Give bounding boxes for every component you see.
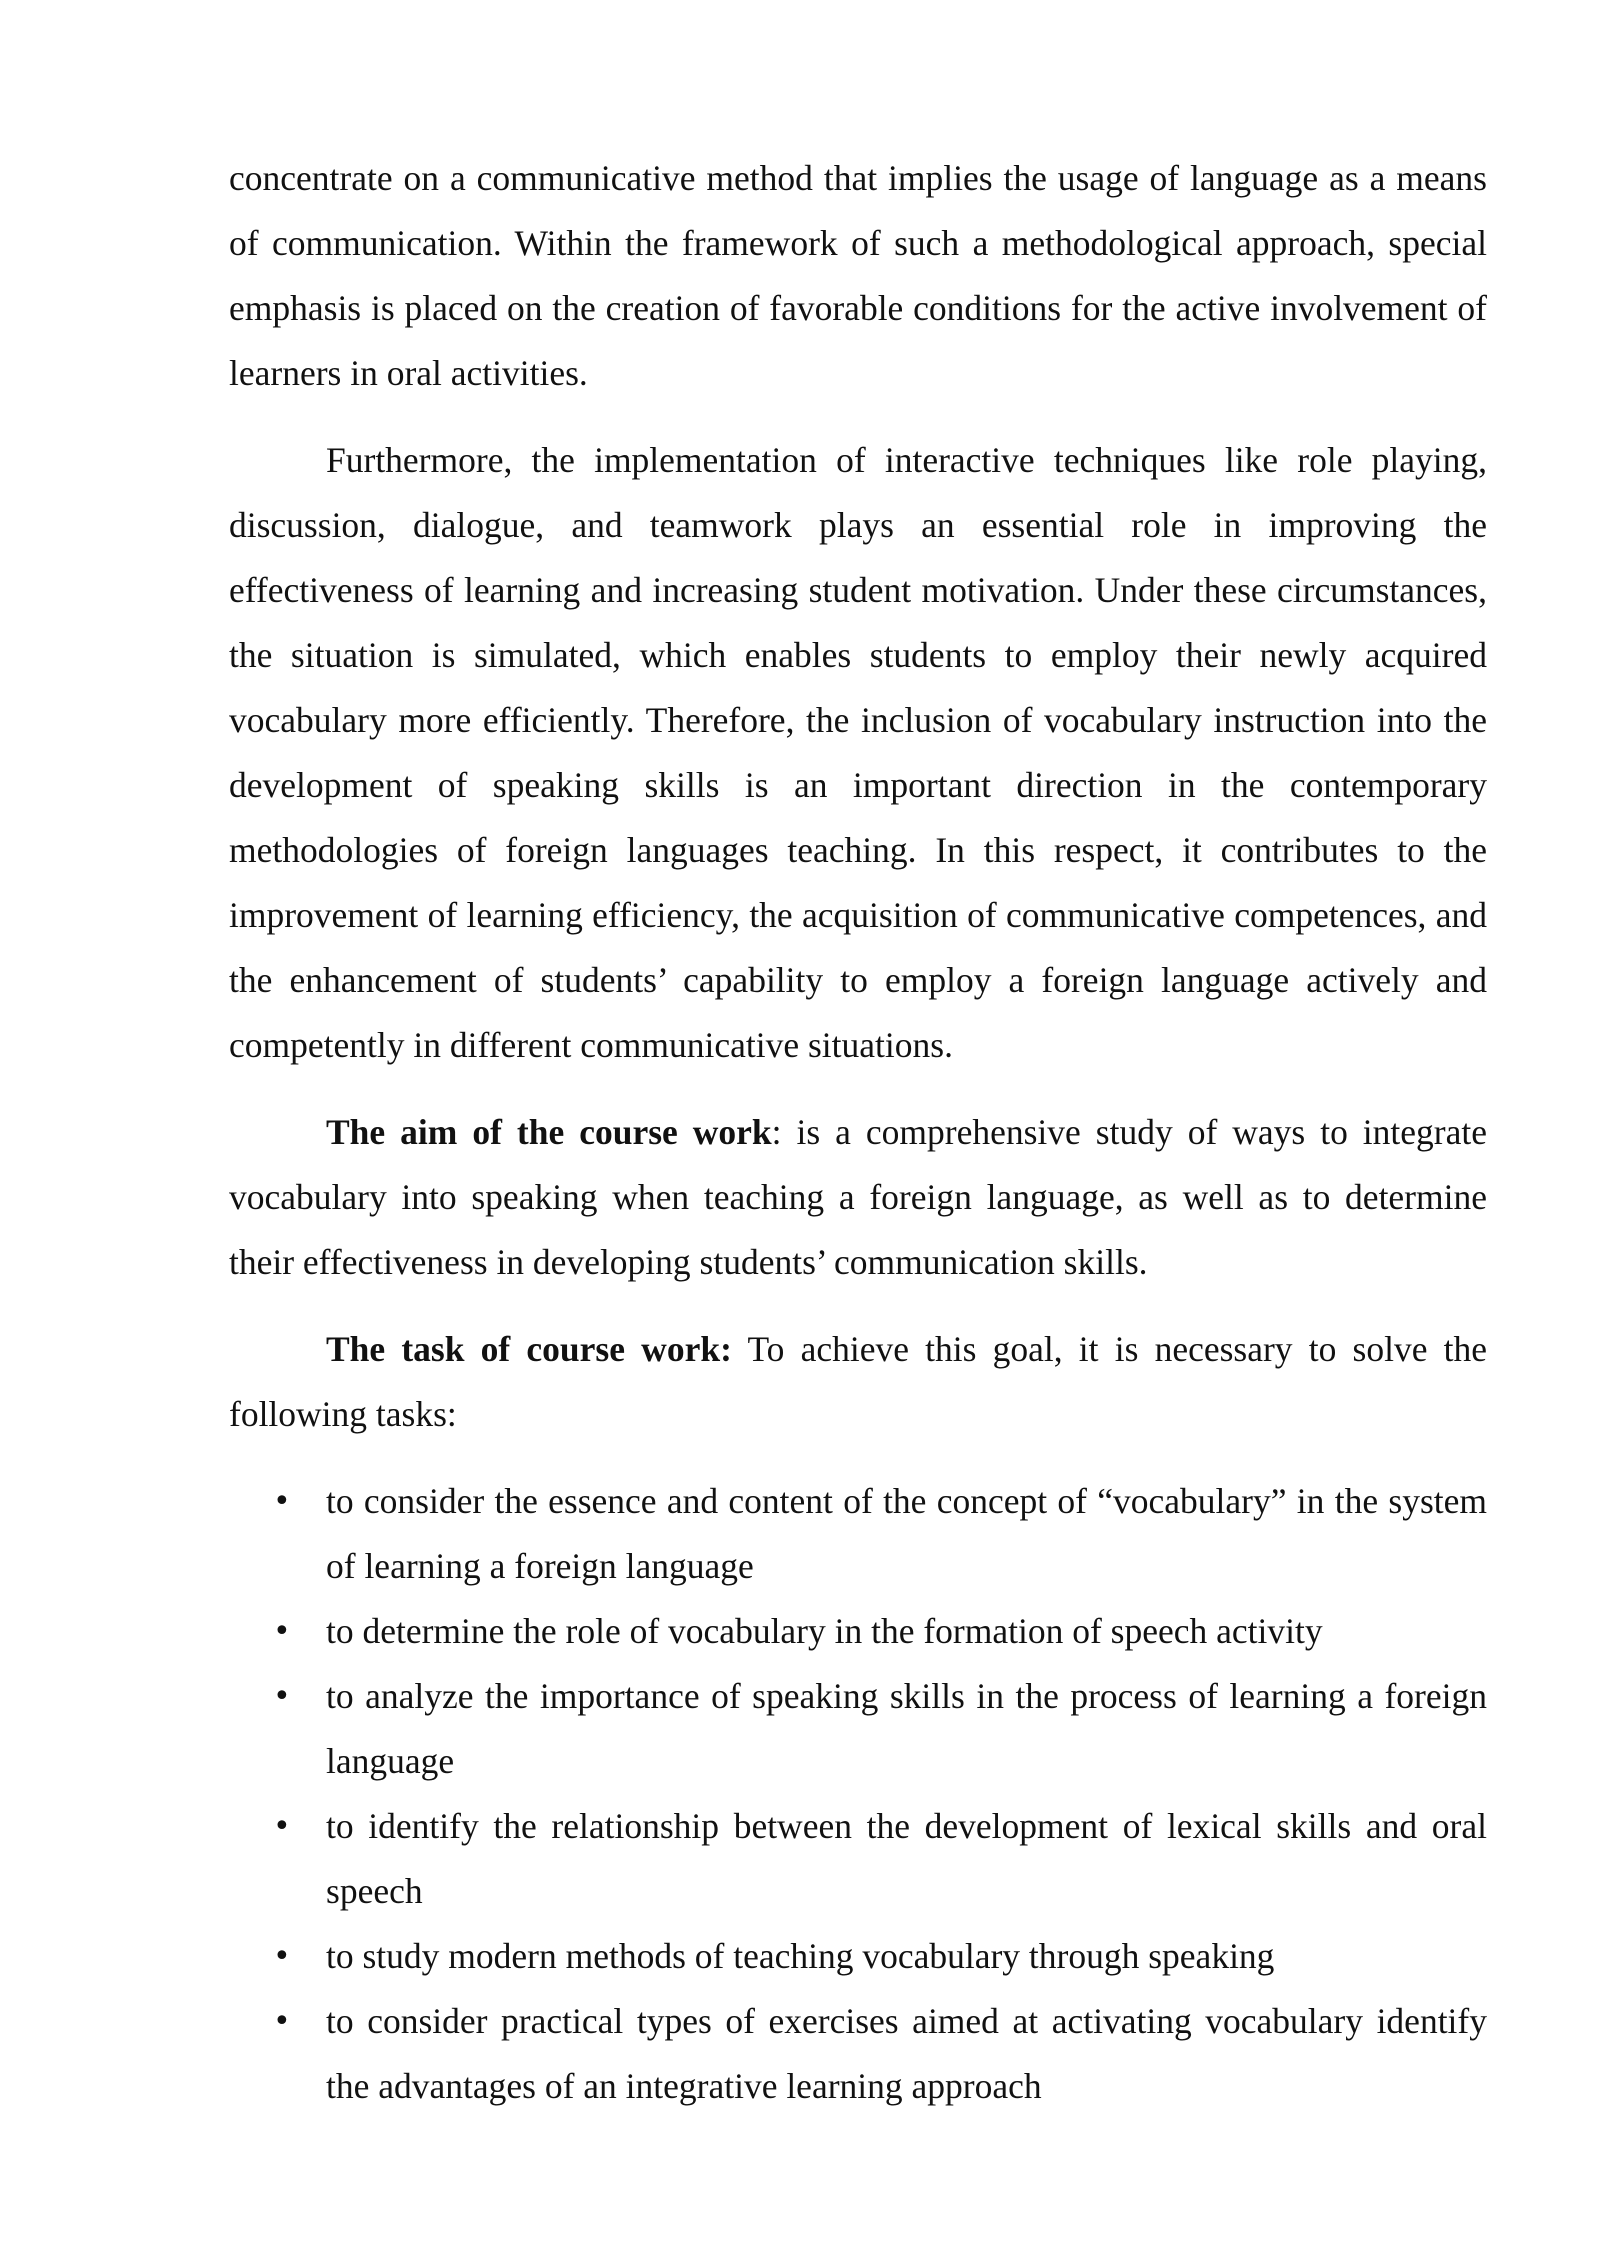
aim-label: The aim of the course work bbox=[326, 1112, 772, 1152]
list-item-text: to identify the relationship between the development of lexical skills and oral speech bbox=[326, 1806, 1487, 1911]
list-item-text: to analyze the importance of speaking skills in the process of learning a foreign language bbox=[326, 1676, 1487, 1781]
task-list bbox=[229, 1469, 1487, 2119]
list-item bbox=[229, 1989, 1487, 2119]
bullet-icon: • bbox=[273, 1679, 291, 1714]
list-item bbox=[229, 1469, 1487, 1599]
bullet-icon: • bbox=[273, 1939, 291, 1974]
list-item bbox=[229, 1599, 1487, 1664]
list-item-text: to consider practical types of exercises aimed at activating vocabulary identify the advantages of an integrative learning approach bbox=[326, 2001, 1487, 2106]
paragraph-communicative-method: concentrate on a communicative method that implies the usage of language as a means of communication. Within the framework of such a methodological approach, special emphasis is placed on the creation of favorable conditions for the active involvement of learners in oral activities. bbox=[229, 158, 1487, 393]
paragraph-interactive-techniques: Furthermore, the implementation of interactive techniques like role playing, discussion, dialogue, and teamwork plays an essential role in improving the effectiveness of learning and increasing student motivation. Under these circumstances, the situation is simulated, which enables students to employ their newly acquired vocabulary more efficiently. Therefore, the inclusion of vocabulary instruction into the development of speaking skills is an important direction in the contemporary methodologies of foreign languages teaching. In this respect, it contributes to the improvement of learning efficiency, the acquisition of communicative competences, and the enhancement of students’ capability to employ a foreign language actively and competently in different communicative situations. bbox=[229, 440, 1487, 1065]
bullet-icon: • bbox=[273, 1614, 291, 1649]
aim-text: : is a comprehensive study of ways to integrate vocabulary into speaking when teaching a foreign language, as well as to determine their effectiveness in developing students’ communication skills. bbox=[229, 1112, 1487, 1282]
bullet-icon: • bbox=[273, 1484, 291, 1519]
list-item bbox=[229, 1924, 1487, 1989]
list-item bbox=[229, 1794, 1487, 1924]
list-item bbox=[229, 1664, 1487, 1794]
list-item-text: to study modern methods of teaching vocabulary through speaking bbox=[326, 1936, 1275, 1976]
bullet-icon: • bbox=[273, 2004, 291, 2039]
list-item-text: to determine the role of vocabulary in the formation of speech activity bbox=[326, 1611, 1323, 1651]
bullet-icon: • bbox=[273, 1809, 291, 1844]
paragraph-aim bbox=[229, 1100, 1487, 1295]
task-label: The task of course work: bbox=[326, 1329, 732, 1369]
task-text: To achieve this goal, it is necessary to solve the following tasks: bbox=[229, 1329, 1488, 1434]
list-item-text: to consider the essence and content of the concept of “vocabulary” in the system of learning a foreign language bbox=[326, 1481, 1487, 1586]
paragraph-task bbox=[229, 1317, 1487, 1447]
document-page bbox=[229, 146, 1487, 2119]
